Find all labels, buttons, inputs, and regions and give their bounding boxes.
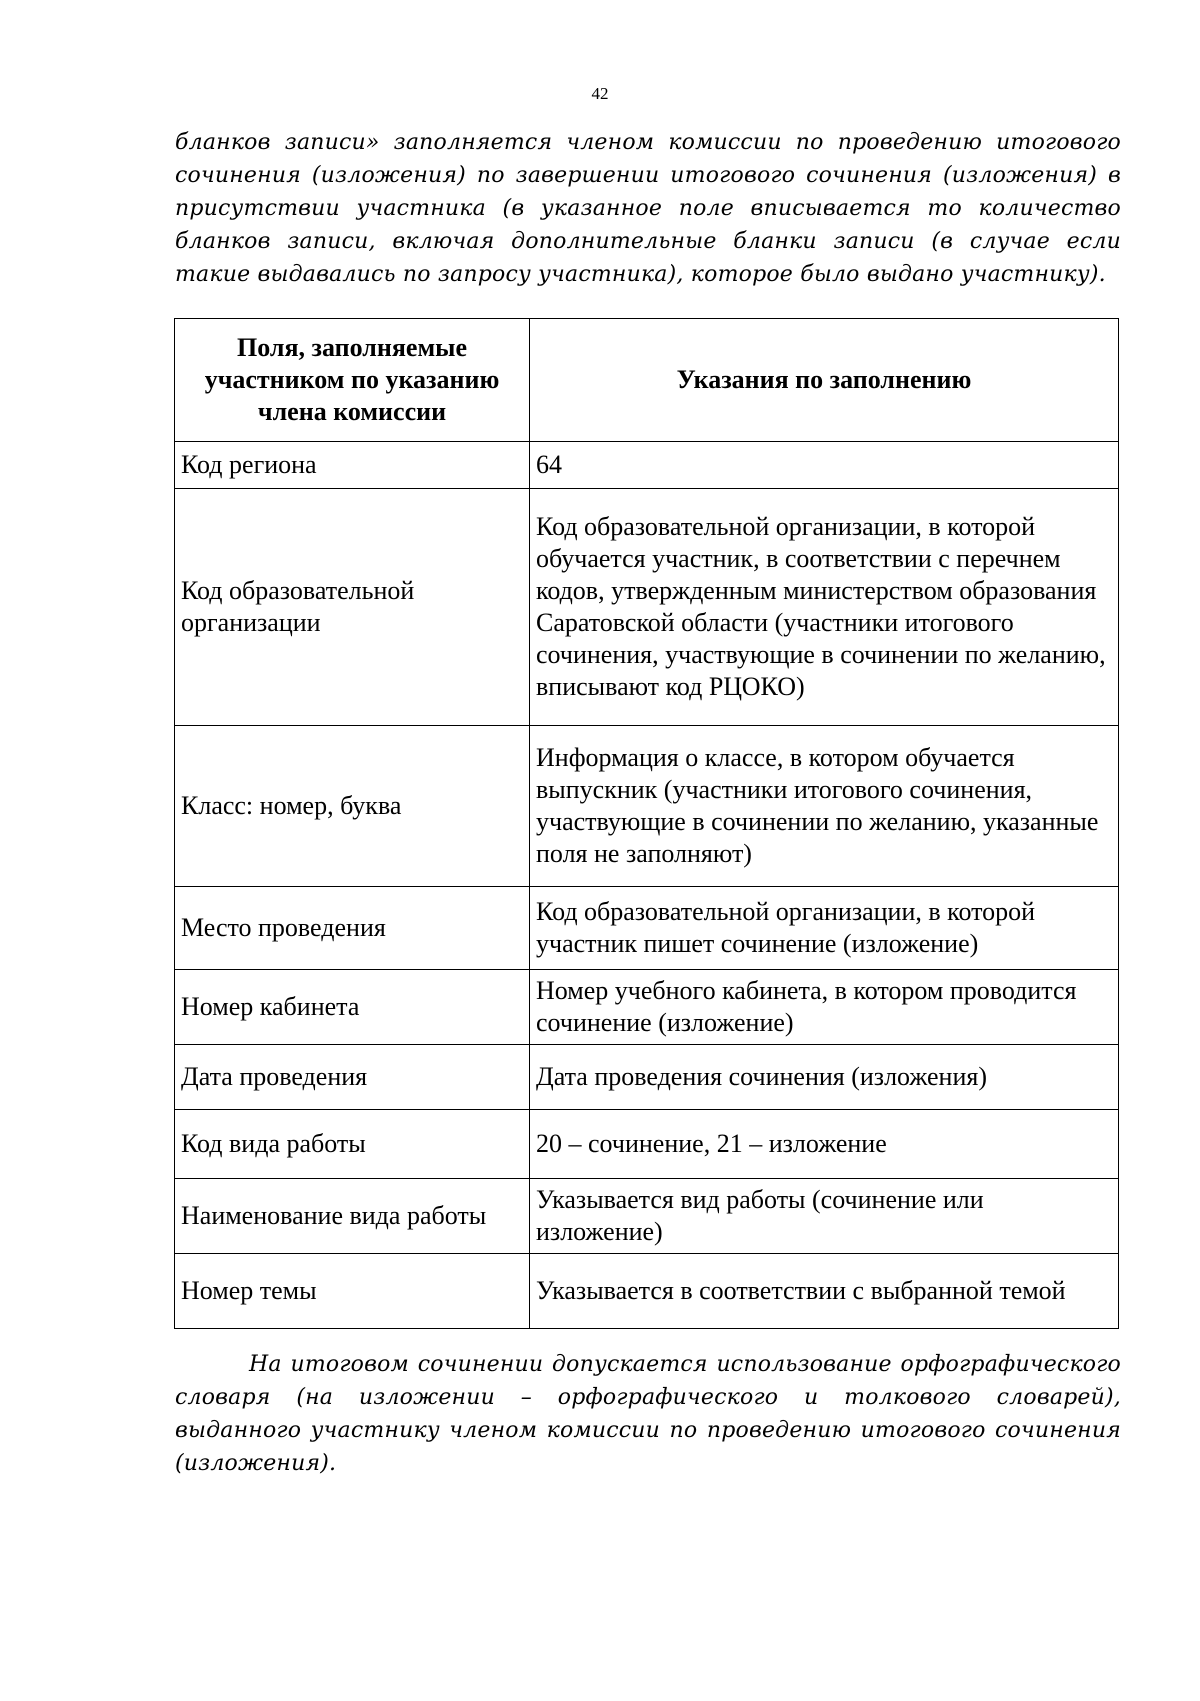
- table-row: [175, 970, 1119, 1045]
- header-instruction: Указания по заполнению: [530, 319, 1119, 442]
- table-row: [175, 1110, 1119, 1179]
- table-row: [175, 442, 1119, 489]
- instructions-table: [174, 318, 1119, 1329]
- table-row: [175, 887, 1119, 970]
- row-field: Номер темы: [175, 1254, 530, 1329]
- row-field: Дата проведения: [175, 1045, 530, 1110]
- row-instruction: Информация о классе, в котором обучается выпускник (участники итогового сочинения, участвующие в сочинении по желанию, указанные поля не заполняют): [530, 726, 1119, 887]
- row-instruction: Дата проведения сочинения (изложения): [530, 1045, 1119, 1110]
- table-row: [175, 1179, 1119, 1254]
- row-field: Номер кабинета: [175, 970, 530, 1045]
- header-field: Поля, заполняемые участником по указанию члена комиссии: [175, 319, 530, 442]
- page-number: 42: [591, 84, 609, 103]
- table-row: [175, 1254, 1119, 1329]
- table-row: [175, 489, 1119, 726]
- table-row: [175, 726, 1119, 887]
- row-instruction: Код образовательной организации, в которой обучается участник, в соответствии с перечнем кодов, утвержденным министерством образования Саратовской области (участники итогового сочинения, участвующие в сочинении по желанию, вписывают код РЦОКО): [530, 489, 1119, 726]
- row-instruction: Номер учебного кабинета, в котором проводится сочинение (изложение): [530, 970, 1119, 1045]
- row-field: Код вида работы: [175, 1110, 530, 1179]
- row-instruction: 64: [530, 442, 1119, 489]
- row-instruction: Указывается в соответствии с выбранной темой: [530, 1254, 1119, 1329]
- table-header-row: [175, 319, 1119, 442]
- row-field: Наименование вида работы: [175, 1179, 530, 1254]
- row-field: Место проведения: [175, 887, 530, 970]
- row-instruction: Код образовательной организации, в которой участник пишет сочинение (изложение): [530, 887, 1119, 970]
- row-instruction: 20 – сочинение, 21 – изложение: [530, 1110, 1119, 1179]
- row-field: Код региона: [175, 442, 530, 489]
- row-field: Класс: номер, буква: [175, 726, 530, 887]
- row-instruction: Указывается вид работы (сочинение или изложение): [530, 1179, 1119, 1254]
- outro-paragraph: На итоговом сочинении допускается использование орфографического словаря (на изложении – орфографического и толкового словарей), выданного участнику членом комиссии по проведению итогового сочинения (изложения).: [175, 1352, 1121, 1476]
- row-field: Код образовательной организации: [175, 489, 530, 726]
- intro-paragraph: бланков записи» заполняется членом комиссии по проведению итогового сочинения (изложения) по завершении итогового сочинения (изложения) в присутствии участника (в указанное поле вписывается то количество бланков записи, включая дополнительные бланки записи (в случае если такие выдавались по запросу участника), которое было выдано участнику).: [175, 130, 1121, 287]
- table-row: [175, 1045, 1119, 1110]
